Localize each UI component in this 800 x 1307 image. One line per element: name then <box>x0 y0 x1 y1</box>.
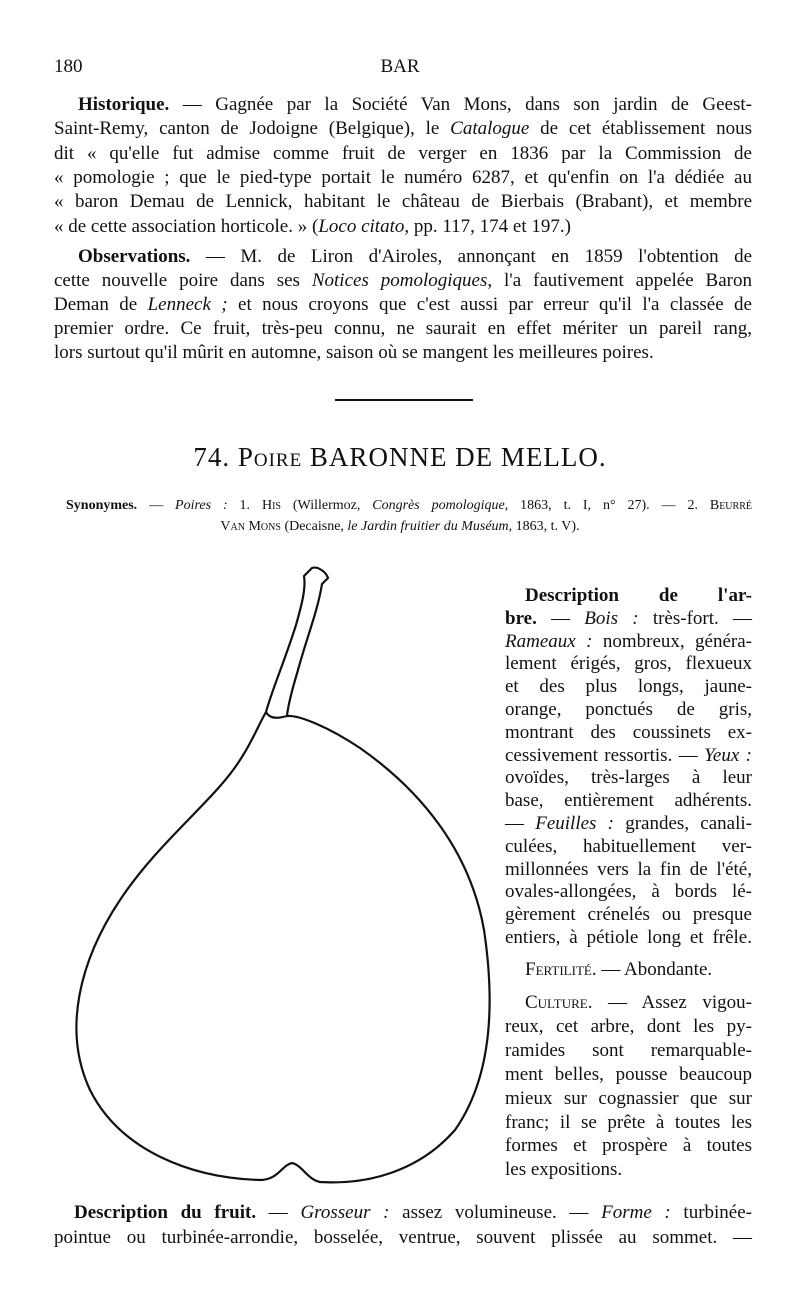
italic-term: Lenneck ; <box>147 294 228 315</box>
text-run: cessivement ressortis. — <box>505 744 705 766</box>
text-run: 1. <box>227 498 262 513</box>
text-line <box>505 1088 752 1110</box>
text-run: , pp. 117, 174 et 197.) <box>404 215 571 237</box>
running-head: BAR <box>380 56 420 77</box>
text-run: , l'a fautivement appelée Baron <box>487 270 752 291</box>
text-run: pointue ou turbinée-arrondie, bosselée, ventrue, souvent plissée au sommet. — <box>54 1226 752 1248</box>
section-label: bre. <box>505 607 537 629</box>
italic-term: Grosseur : <box>300 1202 390 1223</box>
text-line <box>505 881 752 902</box>
text-run: et nous croyons que c'est aussi par erreur qu'il l'a classée de <box>227 294 752 315</box>
text-run: lement érigés, gros, flexueux <box>505 653 752 675</box>
pear-stem <box>266 568 328 716</box>
text-run: His <box>261 498 281 513</box>
text-run: nombreux, généra- <box>592 630 752 652</box>
section-label: Observations. <box>78 246 191 267</box>
text-line <box>505 927 752 948</box>
entry-number: 74. <box>193 442 231 472</box>
text-run: mieux sur cognassier que sur <box>505 1087 752 1109</box>
text-run: ramides sont remarquable- <box>505 1039 752 1061</box>
text-run: gèrement crénelés ou presque <box>505 904 752 926</box>
text-run: — <box>137 498 176 513</box>
text-line <box>505 813 752 834</box>
text-run: « pomologie ; que le pied-type portait le numéro 6287, et qu'enfin on l'a dédiée au <box>54 166 752 188</box>
text-line <box>505 790 752 811</box>
text-run: (Decaisne, <box>280 519 348 534</box>
text-run: ovales-allongées, à bords lé- <box>505 881 752 903</box>
text-run: — <box>536 607 585 629</box>
italic-term: Loco citato <box>318 215 405 237</box>
text-line <box>505 653 752 674</box>
text-run: — <box>505 813 536 834</box>
section-label: Description de l'ar- <box>525 585 752 606</box>
text-line <box>505 699 752 720</box>
text-run: base, entièrement adhérents. <box>505 790 752 812</box>
text-line <box>505 859 752 880</box>
text-line <box>54 1227 752 1249</box>
text-run: — Assez vigou- <box>592 992 752 1013</box>
text-run: de cet établissement nous <box>529 118 752 140</box>
text-run: « baron Demau de Lennick, habitant le château de Bierbais (Brabant), et membre <box>54 191 752 213</box>
text-run: et des plus longs, jaune- <box>505 676 752 698</box>
text-run: les expositions. <box>505 1159 623 1181</box>
text-run: (Willermoz, <box>280 498 373 513</box>
text-run: très-fort. — <box>638 607 752 629</box>
text-run: — M. de Liron d'Airoles, annonçant en 1859 l'obtention de <box>190 246 752 267</box>
text-run: — Gagnée par la Société Van Mons, dans son jardin de Geest- <box>169 94 752 115</box>
text-line <box>505 1159 752 1181</box>
text-line <box>505 1064 752 1086</box>
text-line <box>525 959 752 981</box>
text-run: « de cette association horticole. » ( <box>54 215 319 237</box>
text-run: cette nouvelle poire dans ses <box>54 270 312 291</box>
text-line <box>525 585 752 606</box>
italic-term: Notices pomologiques <box>311 270 488 291</box>
text-line <box>505 767 752 788</box>
page-number: 180 <box>54 56 83 77</box>
text-line <box>505 745 752 766</box>
text-line <box>505 904 752 925</box>
text-line <box>505 722 752 743</box>
text-run: montrant des coussinets ex- <box>505 721 752 743</box>
text-run: millonnées vers la fin de l'été, <box>505 858 752 880</box>
text-run: Deman de <box>54 294 148 315</box>
italic-term: Forme : <box>601 1202 671 1223</box>
italic-term: Rameaux : <box>505 630 593 652</box>
text-run: ovoïdes, très-larges à leur <box>505 767 752 789</box>
italic-term: Feuilles : <box>535 813 614 834</box>
text-run: Beurré <box>709 498 752 513</box>
text-run: grandes, canali- <box>614 813 752 834</box>
text-line <box>505 676 752 697</box>
text-run: entiers, à pétiole long et frêle. <box>505 927 752 948</box>
entry-name: BARONNE DE MELLO. <box>309 442 607 472</box>
text-line <box>505 1016 752 1038</box>
text-run: Culture. <box>525 992 593 1013</box>
text-run: Fertilité. <box>525 959 597 980</box>
text-line <box>505 1112 752 1134</box>
pear-body-outline <box>76 712 489 1182</box>
text-run: turbinée- <box>670 1202 752 1223</box>
text-run: reux, cet arbre, dont les py- <box>505 1015 752 1037</box>
text-run: culées, habituellement ver- <box>505 835 752 857</box>
text-line <box>505 1135 752 1157</box>
text-line <box>505 608 752 629</box>
text-run: — Abondante. <box>596 959 713 980</box>
text-run: formes et prospère à toutes <box>505 1135 752 1157</box>
text-run: dit « qu'elle fut admise comme fruit de verger en 1836 par la Commission de <box>54 142 752 164</box>
italic-term: le Jardin fruitier du Muséum <box>347 519 509 534</box>
text-run: , 1863, t. V). <box>508 519 580 534</box>
italic-term: Yeux : <box>704 744 752 766</box>
italic-term: Poires : <box>175 498 228 513</box>
text-run: , 1863, t. I, n° 27). — 2. <box>504 498 710 513</box>
entry-prefix: Poire <box>237 442 303 472</box>
text-run: assez volumineuse. — <box>389 1202 602 1223</box>
text-run: ment belles, pousse beaucoup <box>505 1063 752 1085</box>
section-label: Synonymes. <box>66 498 138 513</box>
text-run: lors surtout qu'il mûrit en automne, saison où se mangent les meilleures poires. <box>54 342 654 363</box>
text-run: Van Mons <box>220 519 281 534</box>
text-line <box>505 836 752 857</box>
text-line <box>505 1040 752 1062</box>
italic-term: Catalogue <box>450 118 530 140</box>
text-line <box>525 992 752 1014</box>
section-label: Description du fruit. <box>74 1202 257 1223</box>
text-run: orange, ponctués de gris, <box>505 699 752 720</box>
italic-term: Congrès pomologique <box>372 498 505 513</box>
text-run: Saint-Remy, canton de Jodoigne (Belgique), le <box>54 118 451 140</box>
text-line <box>74 1202 752 1224</box>
text-run: premier ordre. Ce fruit, très-peu connu, ne saurait en effet mériter un pareil rang, <box>54 318 752 339</box>
text-line <box>505 631 752 652</box>
italic-term: Bois : <box>584 607 639 629</box>
text-run: — <box>256 1202 301 1223</box>
text-run: franc; il se prête à toutes les <box>505 1111 752 1133</box>
section-label: Historique. <box>78 94 170 115</box>
